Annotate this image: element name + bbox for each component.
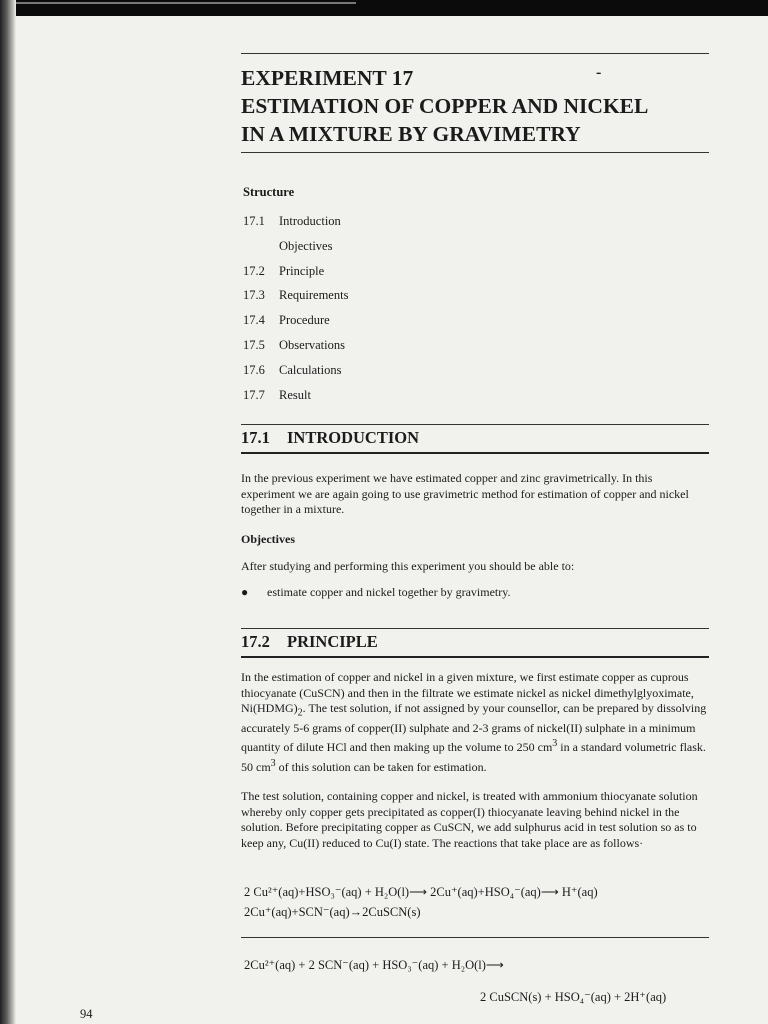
introduction-section [241, 424, 709, 600]
toc-number: 17.1 [243, 214, 265, 228]
section-number: 17.2 [241, 632, 270, 651]
toc-item [243, 264, 348, 289]
toc-label: Result [279, 387, 311, 402]
equation-2: 2Cu⁺(aq)+SCN⁻(aq)→2CuSCN(s) [244, 905, 421, 919]
toc-label: Observations [279, 337, 345, 352]
toc-item [243, 214, 348, 239]
section-heading [241, 425, 709, 449]
toc-label: Principle [279, 263, 325, 278]
text-run: of this solution can be taken for estimation. [275, 759, 487, 774]
intro-paragraph: In the previous experiment we have estimated copper and zinc gravimetrically. In this experiment we are again going to use gravimetric method for estimation of copper and nickel together in a mixture. [241, 471, 689, 516]
divider [241, 937, 709, 938]
toc-label: Requirements [279, 288, 349, 303]
objective-bullet [241, 585, 709, 600]
toc-item [243, 338, 348, 363]
experiment-header [241, 53, 709, 153]
toc-number: 17.5 [243, 337, 265, 352]
objective-text: estimate copper and nickel together by gravimetry. [267, 585, 511, 599]
section-number: 17.1 [241, 428, 270, 447]
title-line-1: ESTIMATION OF COPPER AND NICKEL [241, 94, 649, 118]
objectives-heading: Objectives [241, 531, 295, 546]
toc-label: Objectives [279, 238, 333, 253]
toc-number: 17.2 [243, 263, 265, 278]
page-number: 94 [80, 1007, 93, 1021]
divider [241, 53, 709, 54]
toc-item [243, 313, 348, 338]
toc-number: 17.3 [243, 288, 265, 303]
objectives-lead: After studying and performing this experiment you should be able to: [241, 558, 575, 573]
superscript: 3 [552, 738, 558, 750]
toc-label: Introduction [279, 214, 341, 228]
stray-dash: - [596, 64, 602, 81]
superscript: 3 [270, 757, 276, 769]
toc-label: Calculations [279, 362, 342, 377]
structure-list [243, 185, 348, 412]
principle-section [241, 628, 709, 851]
divider [241, 152, 709, 153]
section-title: INTRODUCTION [287, 428, 420, 447]
equation-1: 2 Cu²⁺(aq)+HSO₃⁻(aq) + H₂O(l)⟶ 2Cu⁺(aq)+HSO₄⁻(aq)⟶ H⁺(aq) [244, 885, 598, 899]
toc-item [243, 288, 348, 313]
equation-3: 2Cu²⁺(aq) + 2 SCN⁻(aq) + HSO₃⁻(aq) + H₂O(l)⟶ [244, 958, 504, 972]
structure-heading: Structure [243, 185, 295, 199]
toc-item [243, 388, 348, 413]
section-heading [241, 629, 709, 653]
toc-number: 17.4 [243, 313, 265, 328]
toc-number [243, 239, 279, 264]
principle-paragraph-2: The test solution, containing copper and nickel, is treated with ammonium thiocyanate solution whereby only copper gets precipitated as copper(I) thiocyanate leaving behind nickel in the solution. Before precipitating copper as CuSCN, we add sulphurus acid in test solution so as to keep any, Cu(II) reduced to Cu(I) state. The reactions that take place are as follows· [241, 789, 698, 850]
experiment-title [241, 64, 709, 148]
toc-item [243, 363, 348, 388]
toc-label: Procedure [279, 313, 330, 328]
title-line-2: IN A MIXTURE BY GRAVIMETRY [241, 122, 581, 146]
text-run: In the estimation of copper and nickel in a given mixture, we first estimate copper as cuprous thiocyanate (CuSCN) and then in the filtrate we estimate nickel as nickel dimethylglyoximate, Ni(HDMG) [241, 670, 694, 715]
principle-paragraph-1 [241, 670, 709, 775]
toc-number: 17.6 [243, 362, 265, 377]
subscript: 2 [297, 707, 303, 719]
toc-number: 17.7 [243, 387, 265, 402]
toc-item [243, 239, 348, 264]
section-title: PRINCIPLE [287, 632, 378, 651]
text-run: in a standard volumetric flask. 50 cm [241, 740, 706, 774]
equation-4: 2 CuSCN(s) + HSO₄⁻(aq) + 2H⁺(aq) [480, 990, 667, 1004]
text-run: . The test solution, if not assigned by your counsellor, can be prepared by dissolving accurately 5-6 grams of copper(II) sulphate and 2-3 grams of nickel(II) sulphate in a minimum quantity of dilute HCl and then making up the volume to 250 cm [241, 701, 707, 755]
experiment-number: EXPERIMENT 17 [241, 66, 414, 90]
bullet-icon: ● [241, 585, 249, 599]
